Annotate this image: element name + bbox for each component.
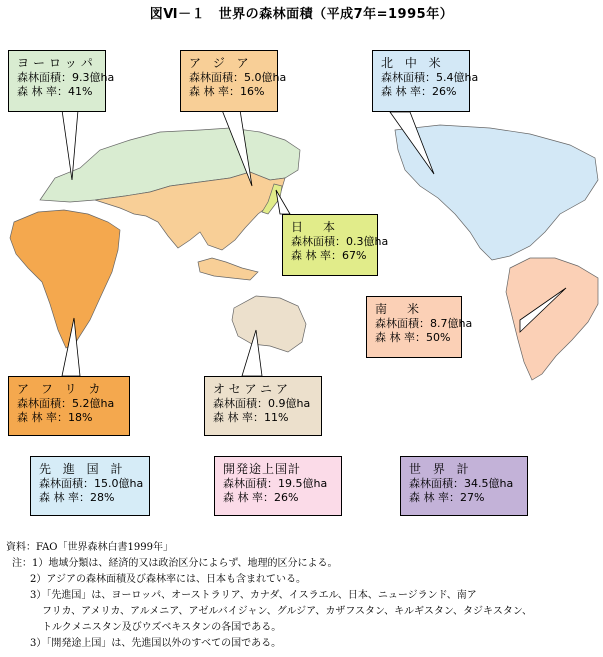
- africa-label-box: [8, 376, 130, 436]
- japan-forest-rate: 森 林 率：67%: [291, 249, 367, 262]
- southeast-asia-islands: [198, 258, 258, 280]
- world-name: 世 界 計: [409, 462, 473, 476]
- japan-name: 日 本: [291, 220, 340, 234]
- developing-countries-box: [214, 456, 342, 516]
- south-america-label-box: [366, 296, 473, 358]
- asia-forest-area: 森林面積：5.0億ha: [189, 71, 287, 84]
- north-america-name: 北 中 米: [381, 56, 445, 70]
- south-america-forest-area: 森林面積：8.7億ha: [375, 317, 473, 330]
- note-3-line-1: 3）「先進国」は、ヨーロッパ、オーストラリア、カナダ、イスラエル、日本、ニュージランド、南ア: [30, 590, 477, 601]
- japan-forest-area: 森林面積：0.3億ha: [291, 235, 389, 248]
- europe-forest-area: 森林面積：9.3億ha: [17, 71, 115, 84]
- japan-pointer: [276, 190, 290, 214]
- note-2: 2）アジアの森林面積及び森林率には、日本も含まれている。: [30, 574, 306, 585]
- oceania-forest-rate: 森 林 率：11%: [213, 411, 289, 424]
- africa-name: ア フ リ カ: [17, 382, 105, 396]
- asia-name: ア ジ ア: [189, 56, 253, 70]
- asia-label-box: [180, 50, 287, 112]
- oceania-name: オセアニア: [213, 382, 293, 396]
- developing-forest-area: 森林面積：19.5億ha: [223, 477, 328, 490]
- figure-title: 図Ⅵ－１ 世界の森林面積（平成7年=1995年）: [149, 7, 454, 22]
- south-america-forest-rate: 森 林 率：50%: [375, 331, 451, 344]
- oceania-landmass: [232, 296, 306, 352]
- developed-forest-area: 森林面積：15.0億ha: [39, 477, 144, 490]
- developing-forest-rate: 森 林 率：26%: [223, 491, 299, 504]
- note-3-line-2: フリカ、アメリカ、アルメニア、アゼルバイジャン、グルジア、カザフスタン、キルギスタン、タジキスタン、: [42, 606, 533, 617]
- oceania-label-box: [204, 376, 322, 436]
- asia-forest-rate: 森 林 率：16%: [189, 85, 265, 98]
- note-1: 注：1）地域分類は、経済的又は政治区分によらず、地理的区分による。: [12, 558, 338, 569]
- europe-forest-rate: 森 林 率：41%: [17, 85, 93, 98]
- world-total-box: [400, 456, 528, 516]
- world-forest-area: 森林面積：34.5億ha: [409, 477, 514, 490]
- note-3-line-3: トルクメニスタン及びウズベキスタンの各国である。: [42, 622, 282, 633]
- developed-countries-box: [30, 456, 150, 516]
- africa-forest-area: 森林面積：5.2億ha: [17, 397, 115, 410]
- developing-name: 開発途上国計: [223, 462, 302, 476]
- developed-name: 先 進 国 計: [39, 462, 127, 476]
- japan-label-box: [282, 214, 389, 276]
- europe-label-box: [8, 50, 115, 112]
- oceania-forest-area: 森林面積：0.9億ha: [213, 397, 311, 410]
- world-forest-rate: 森 林 率：27%: [409, 491, 485, 504]
- source-note: 資料：FAO「世界森林白書1999年」: [6, 542, 173, 553]
- africa-landmass: [10, 210, 120, 348]
- north-america-forest-area: 森林面積：5.4億ha: [381, 71, 479, 84]
- north-america-forest-rate: 森 林 率：26%: [381, 85, 457, 98]
- notes: [6, 540, 600, 652]
- africa-forest-rate: 森 林 率：18%: [17, 411, 93, 424]
- developed-forest-rate: 森 林 率：28%: [39, 491, 115, 504]
- north-america-landmass: [395, 125, 598, 260]
- europe-name: ヨーロッパ: [17, 56, 97, 70]
- south-america-landmass: [506, 258, 598, 380]
- note-4: 3）「開発途上国」は、先進国以外のすべての国である。: [30, 638, 282, 649]
- north-america-label-box: [372, 50, 479, 112]
- south-america-name: 南 米: [375, 302, 424, 316]
